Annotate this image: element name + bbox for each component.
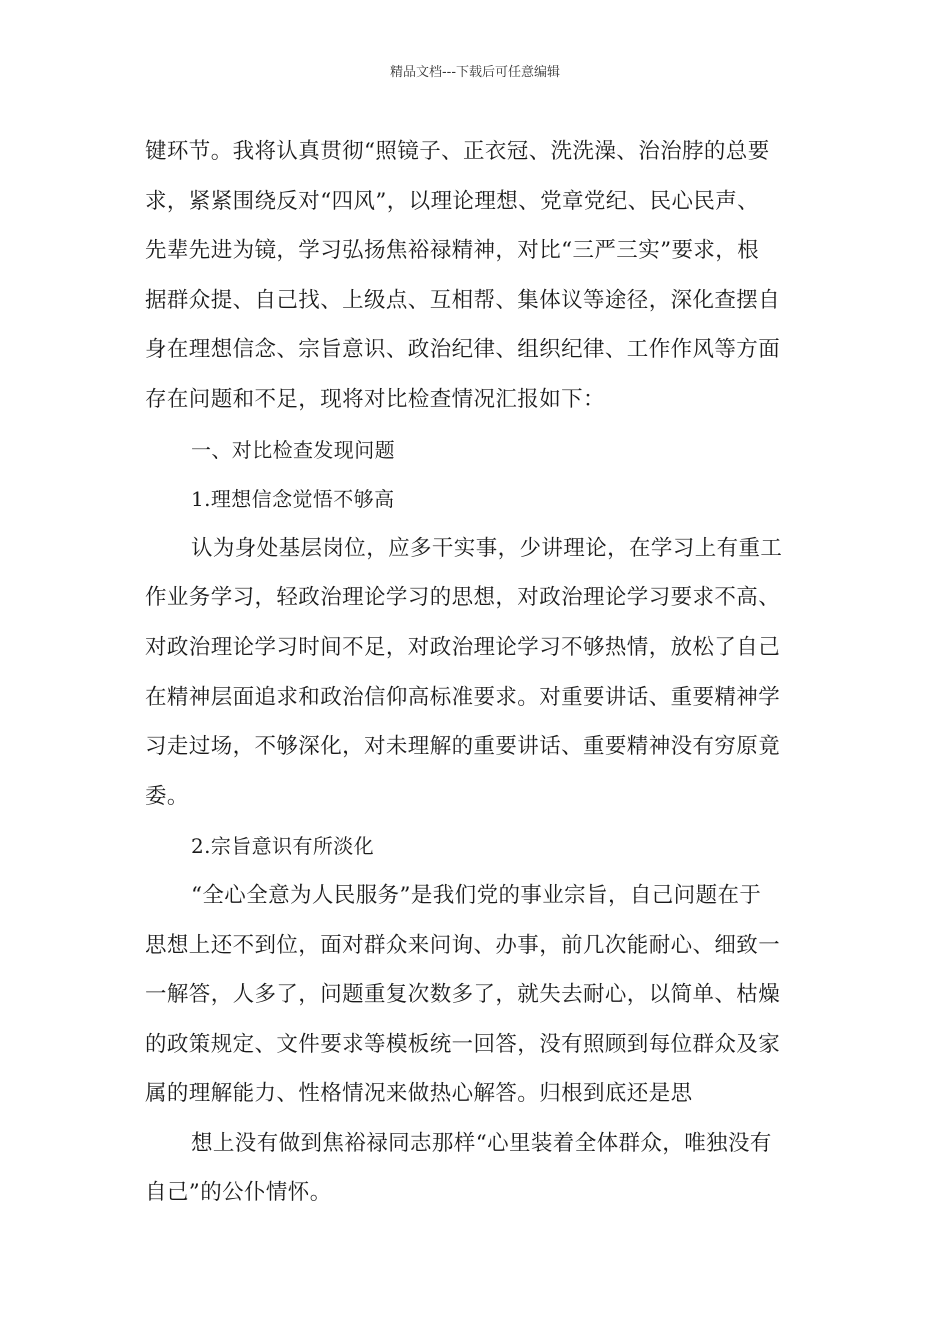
text-line: 一解答，人多了，问题重复次数多了，就失去耐心，以简单、枯燥 — [145, 982, 781, 1008]
text-line: 的政策规定、文件要求等模板统一回答，没有照顾到每位群众及家 — [145, 1031, 781, 1057]
text-line: 认为身处基层岗位，应多干实事，少讲理论，在学习上有重工 — [191, 535, 783, 561]
text-line: “全心全意为人民服务”是我们党的事业宗旨，自己问题在于 — [191, 882, 762, 908]
text-line: 先辈先进为镜，学习弘扬焦裕禄精神，对比“三严三实”要求，根 — [145, 238, 760, 264]
text-line: 求，紧紧围绕反对“四风”，以理论理想、党章党纪、民心民声、 — [145, 188, 760, 214]
text-line: 键环节。我将认真贯彻“照镜子、正衣冠、洗洗澡、治治脖的总要 — [145, 139, 770, 164]
text-line: 作业务学习，轻政治理论学习的思想，对政治理论学习要求不高、 — [145, 585, 781, 611]
text-line: 习走过场，不够深化，对未理解的重要讲话、重要精神没有穷原竟 — [145, 734, 781, 760]
text-line: 委。 — [145, 783, 189, 809]
text-line: 自己”的公仆情怀。 — [145, 1180, 332, 1206]
subsection-heading: 2.宗旨意识有所淡化 — [191, 834, 375, 859]
page-header: 精品文档---下载后可任意编辑 — [389, 65, 561, 80]
text-line: 属的理解能力、性格情况来做热心解答。归根到底还是思 — [145, 1081, 693, 1107]
text-line: 存在问题和不足，现将对比检查情况汇报如下： — [145, 386, 605, 412]
text-line: 思想上还不到位，面对群众来问询、办事，前几次能耐心、细致一 — [145, 932, 781, 958]
subsection-heading: 1.理想信念觉悟不够高 — [191, 487, 395, 512]
text-line: 据群众提、自己找、上级点、互相帮、集体议等途径，深化查摆自 — [145, 287, 781, 313]
document-body — [145, 130, 810, 1221]
section-heading: 一、对比检查发现问题 — [191, 437, 395, 462]
text-line: 在精神层面追求和政治信仰高标准要求。对重要讲话、重要精神学 — [145, 684, 781, 710]
text-line: 想上没有做到焦裕禄同志那样“心里装着全体群众，唯独没有 — [191, 1130, 772, 1156]
text-line: 对政治理论学习时间不足，对政治理论学习不够热情，放松了自己 — [145, 634, 781, 660]
text-line: 身在理想信念、宗旨意识、政治纪律、组织纪律、工作作风等方面 — [145, 337, 781, 363]
